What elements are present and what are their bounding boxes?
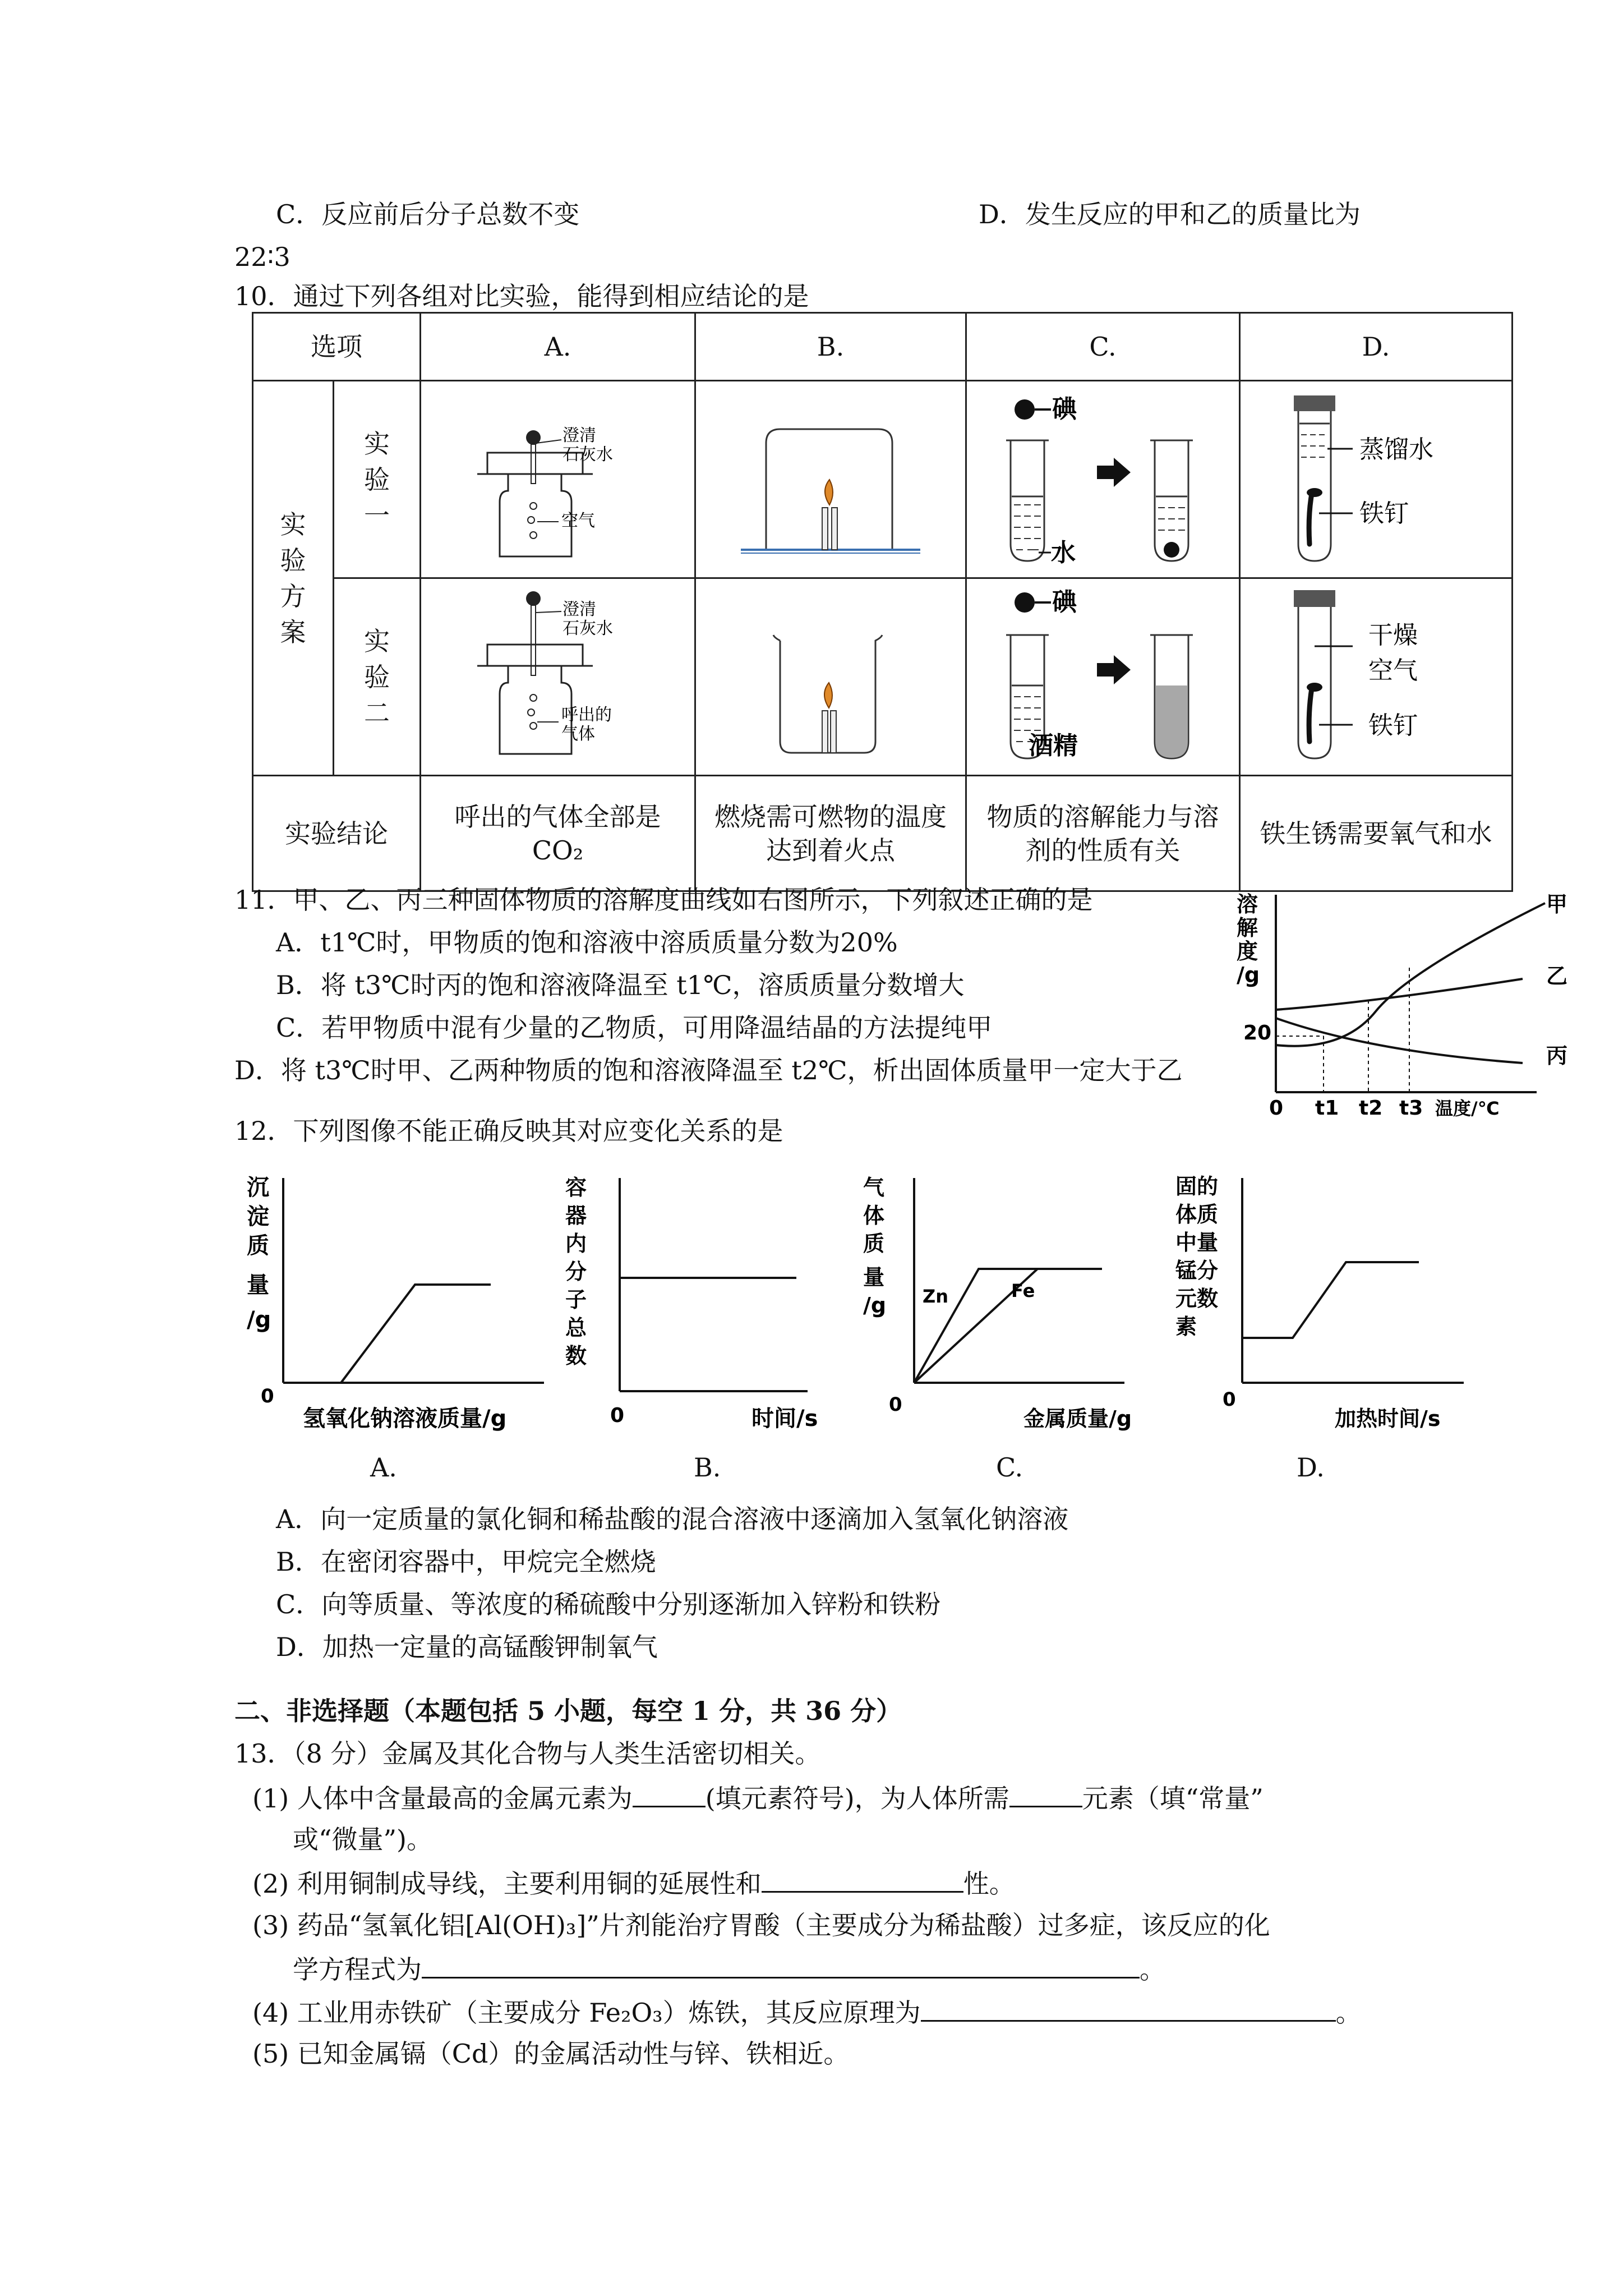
- tubes-iodine-alcohol: [967, 579, 1239, 767]
- svg-text:度: 度: [1237, 939, 1258, 964]
- tick-t2: t2: [1359, 1097, 1383, 1119]
- label-exhaled-gas: 呼出的: [561, 705, 612, 725]
- graph-a-origin: 0: [261, 1385, 274, 1407]
- exp1-label: 实验一: [334, 381, 421, 578]
- curve-yi: [1276, 979, 1523, 1010]
- blank-1[interactable]: [633, 1780, 706, 1807]
- graph-a: [241, 1167, 555, 1458]
- q9-option-d: D．发生反应的甲和乙的质量比为: [979, 199, 1361, 229]
- conclusion-b: 燃烧需可燃物的温度达到着火点: [695, 776, 966, 891]
- graph-c-origin: 0: [889, 1393, 902, 1416]
- q13-part2: (2) 利用铜制成导线，主要利用铜的延展性和 性。: [252, 1865, 1015, 1901]
- candle-under-tall-jar: [696, 381, 965, 569]
- graph-a-xlabel: 氢氧化钠溶液质量/g: [303, 1406, 507, 1432]
- svg-text:石灰水: 石灰水: [562, 445, 613, 464]
- svg-text:元数: 元数: [1175, 1286, 1219, 1311]
- header-b: B.: [695, 313, 966, 381]
- svg-text:空气: 空气: [1368, 656, 1418, 685]
- label-air: 空气: [561, 511, 595, 531]
- header-d: D.: [1240, 313, 1513, 381]
- tube-nail-dry-air: [1241, 579, 1511, 767]
- cell-a-exp2: [421, 578, 695, 776]
- legend-jia: 甲: [1546, 892, 1568, 917]
- blank-5[interactable]: [921, 1994, 1336, 2022]
- cell-c-exp1: [966, 381, 1240, 578]
- svg-text:中量: 中量: [1175, 1230, 1219, 1255]
- graph-d-xlabel: 加热时间/s: [1335, 1406, 1441, 1431]
- cell-a-exp1: [421, 381, 695, 578]
- q11-option-a: A．t1℃时，甲物质的饱和溶液中溶质质量分数为20%: [276, 927, 898, 958]
- svg-text:数: 数: [565, 1343, 587, 1368]
- section-2-heading: 二、非选择题（本题包括 5 小题，每空 1 分，共 36 分）: [234, 1696, 902, 1726]
- label-iodine-2: 碘: [1052, 588, 1077, 616]
- svg-text:量: 量: [247, 1272, 269, 1298]
- origin-label: 0: [1269, 1097, 1284, 1119]
- svg-text:素: 素: [1175, 1314, 1197, 1339]
- tube-nail-distilled-water: [1241, 381, 1511, 569]
- graph-d-caption: D.: [1297, 1452, 1325, 1483]
- cell-b-exp1: [695, 381, 966, 578]
- apparatus-bottle-exhaled: [421, 579, 694, 767]
- label-iron-nail-2: 铁钉: [1368, 711, 1418, 740]
- q10-table: [252, 312, 1513, 892]
- conclusion-a: 呼出的气体全部是CO₂: [421, 776, 695, 891]
- svg-text:气: 气: [863, 1175, 885, 1200]
- exp2-label: 实验二: [334, 578, 421, 776]
- blank-3[interactable]: [762, 1865, 963, 1893]
- conclusion-d: 铁生锈需要氧气和水: [1240, 776, 1513, 891]
- svg-text:/g: /g: [1237, 963, 1260, 987]
- graph-c-fe-label: Fe: [1011, 1280, 1035, 1301]
- q11-option-c: C．若甲物质中混有少量的乙物质，可用降温结晶的方法提纯甲: [276, 1013, 993, 1043]
- q9-option-d-cont: 22∶3: [234, 242, 291, 272]
- q11-option-b: B．将 t3℃时丙的饱和溶液降温至 t1℃，溶质质量分数增大: [276, 970, 965, 1000]
- q13-part4: (4) 工业用赤铁矿（主要成分 Fe₂O₃）炼铁，其反应原理为 。: [252, 1994, 1362, 2030]
- svg-text:容: 容: [565, 1175, 587, 1200]
- graph-b: [561, 1167, 830, 1458]
- label-iodine: 碘: [1052, 395, 1077, 424]
- svg-text:沉: 沉: [247, 1175, 269, 1200]
- svg-text:体: 体: [863, 1203, 885, 1228]
- q13-part1: (1) 人体中含量最高的金属元素为 (填元素符号)，为人体所需 元素（填“常量”: [252, 1780, 1264, 1815]
- legend-yi: 乙: [1546, 964, 1568, 988]
- graph-c-caption: C.: [996, 1452, 1023, 1483]
- blank-4[interactable]: [422, 1951, 1140, 1978]
- curve-jia: [1276, 903, 1545, 1046]
- conclusion-c: 物质的溶解能力与溶剂的性质有关: [966, 776, 1240, 891]
- svg-text:子: 子: [565, 1287, 587, 1312]
- label-dry-air: 干燥: [1368, 621, 1418, 650]
- graph-c-xlabel: 金属质量/g: [1023, 1406, 1132, 1431]
- y-tick-20: 20: [1243, 1022, 1272, 1045]
- svg-text:溶: 溶: [1237, 892, 1258, 917]
- x-axis-label: 温度/℃: [1435, 1098, 1500, 1119]
- svg-text:内: 内: [565, 1231, 587, 1256]
- graph-a-caption: A.: [370, 1452, 397, 1483]
- svg-text:气体: 气体: [561, 724, 595, 744]
- graph-c-zn-label: Zn: [923, 1286, 948, 1307]
- graph-b-xlabel: 时间/s: [751, 1406, 818, 1432]
- svg-text:/g: /g: [247, 1307, 271, 1333]
- q12-option-a: A．向一定质量的氯化铜和稀盐酸的混合溶液中逐滴加入氢氧化钠溶液: [276, 1504, 1069, 1534]
- svg-text:质: 质: [863, 1231, 885, 1256]
- q13-part3-cont: 学方程式为 。: [293, 1951, 1165, 1986]
- label-limewater-1: 澄清: [562, 426, 596, 445]
- label-alcohol: 酒精: [1029, 731, 1078, 760]
- svg-text:总: 总: [565, 1315, 587, 1340]
- header-option: 选项: [253, 313, 421, 381]
- q12-stem: 12．下列图像不能正确反映其对应变化关系的是: [234, 1116, 783, 1146]
- candle-in-beaker: [696, 579, 965, 767]
- graph-d: [1172, 1167, 1486, 1458]
- blank-2[interactable]: [1009, 1780, 1082, 1807]
- q13-part5: (5) 已知金属镉（Cd）的金属活动性与锌、铁相近。: [252, 2039, 850, 2069]
- q11-option-d: D．将 t3℃时甲、乙两种物质的饱和溶液降温至 t2℃，析出固体质量甲一定大于乙: [234, 1055, 1183, 1085]
- label-limewater-2: 澄清: [562, 600, 596, 619]
- q12-option-d: D．加热一定量的高锰酸钾制氧气: [276, 1632, 658, 1662]
- label-iron-nail-1: 铁钉: [1359, 499, 1409, 528]
- tubes-iodine-water: [967, 381, 1239, 569]
- svg-text:固的: 固的: [1175, 1174, 1219, 1199]
- graph-b-origin: 0: [610, 1404, 625, 1427]
- svg-text:体质: 体质: [1175, 1202, 1219, 1227]
- cell-d-exp2: [1240, 578, 1513, 776]
- header-a: A.: [421, 313, 695, 381]
- q10-stem: 10．通过下列各组对比实验，能得到相应结论的是: [234, 281, 809, 311]
- cell-b-exp2: [695, 578, 966, 776]
- conclusion-label: 实验结论: [253, 776, 421, 891]
- graph-a-line: [341, 1285, 491, 1383]
- graph-d-origin: 0: [1223, 1388, 1236, 1411]
- cell-c-exp2: [966, 578, 1240, 776]
- graph-b-caption: B.: [694, 1452, 721, 1483]
- row-label-plan: 实验方案: [253, 381, 334, 776]
- apparatus-bottle-air: [421, 381, 694, 569]
- svg-text:石灰水: 石灰水: [562, 619, 613, 638]
- graph-d-line: [1242, 1262, 1419, 1338]
- q13-part3: (3) 药品“氢氧化铝[Al(OH)₃]”片剂能治疗胃酸（主要成分为稀盐酸）过多症，该反应的化: [252, 1910, 1270, 1940]
- svg-text:锰分: 锰分: [1175, 1258, 1219, 1283]
- tick-t1: t1: [1315, 1097, 1339, 1119]
- label-water: 水: [1051, 539, 1076, 567]
- legend-bing: 丙: [1546, 1043, 1568, 1068]
- graph-c: [861, 1167, 1152, 1458]
- solubility-chart: [1231, 884, 1579, 1119]
- svg-text:质: 质: [247, 1233, 269, 1259]
- svg-text:淀: 淀: [247, 1204, 269, 1230]
- cell-d-exp1: [1240, 381, 1513, 578]
- q11-stem: 11．甲、乙、丙三种固体物质的溶解度曲线如右图所示，下列叙述正确的是: [234, 885, 1093, 915]
- svg-text:器: 器: [565, 1203, 587, 1228]
- q12-option-b: B．在密闭容器中，甲烷完全燃烧: [276, 1547, 656, 1577]
- svg-text:/g: /g: [863, 1293, 887, 1318]
- q9-option-c: C．反应前后分子总数不变: [276, 199, 580, 229]
- svg-text:分: 分: [565, 1259, 587, 1284]
- header-c: C.: [966, 313, 1240, 381]
- svg-text:解: 解: [1237, 915, 1258, 940]
- q12-option-c: C．向等质量、等浓度的稀硫酸中分别逐渐加入锌粉和铁粉: [276, 1589, 941, 1619]
- label-distilled-water: 蒸馏水: [1359, 435, 1433, 464]
- q13-part1-cont: 或“微量”)。: [293, 1824, 432, 1855]
- tick-t3: t3: [1399, 1097, 1423, 1119]
- curve-bing: [1276, 1018, 1523, 1063]
- svg-text:量: 量: [863, 1265, 885, 1290]
- q13-stem: 13．（8 分）金属及其化合物与人类生活密切相关。: [234, 1738, 821, 1769]
